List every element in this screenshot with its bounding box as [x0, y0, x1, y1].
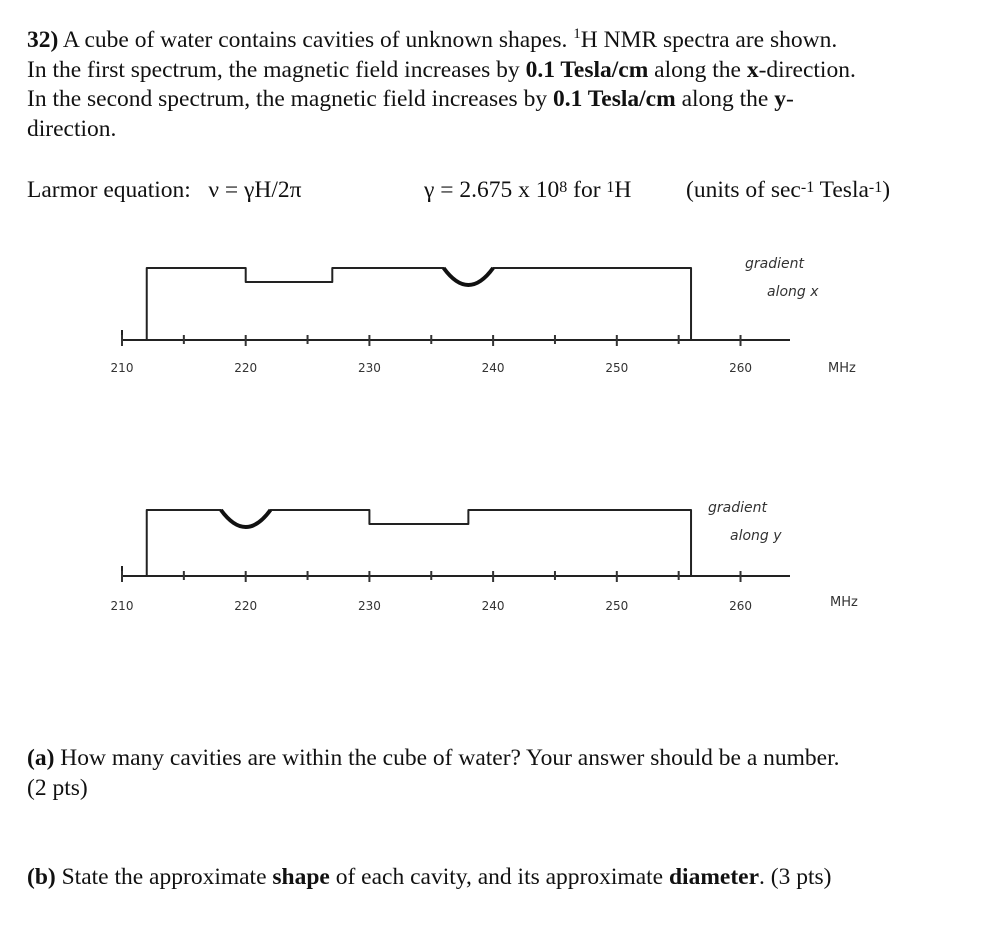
- units-mid: Tesla: [814, 177, 869, 203]
- annotation-line-2: along x: [767, 284, 819, 300]
- tick-label: 220: [234, 361, 258, 375]
- annotation-line-1: gradient: [745, 256, 804, 272]
- question-text-2: H NMR spectra are shown.: [580, 27, 838, 53]
- gamma-h-sup: 1: [606, 179, 615, 196]
- tick-label: 230: [357, 361, 381, 375]
- annotation-line-2: along y: [730, 528, 782, 544]
- part-b-mid: of each cavity, and its approximate: [329, 864, 669, 890]
- gamma-for: for: [567, 177, 607, 203]
- line3-post: -: [785, 86, 794, 112]
- line3-pre: In the second spectrum, the magnetic field increases by: [27, 86, 553, 112]
- part-a-label: (a): [27, 745, 55, 771]
- gamma-pre: γ = 2.675 x 10: [424, 177, 560, 203]
- tick-label: 240: [481, 599, 505, 613]
- spectrum-dip: [444, 268, 493, 285]
- question-sup: 1: [573, 26, 581, 42]
- tick-label: 260: [729, 599, 752, 613]
- line2-pre: In the first spectrum, the magnetic field increases by: [27, 56, 526, 83]
- spectrum-dip: [221, 510, 270, 527]
- question-line-4: [27, 115, 967, 145]
- part-b-post: . (3 pts): [759, 864, 832, 890]
- units-pre: (units of sec: [686, 177, 801, 203]
- gamma-exp: 8: [559, 179, 568, 196]
- line3-mid: along the: [675, 86, 775, 112]
- tick-label: 240: [481, 361, 505, 375]
- gamma-value: [424, 177, 631, 204]
- part-b-bold1: shape: [272, 864, 330, 890]
- larmor-formula: ν = γH/2π: [208, 177, 302, 203]
- spectrum-y-svg: [0, 488, 992, 648]
- question-number: 32): [27, 27, 59, 53]
- part-b: [27, 862, 967, 892]
- part-a-pts: (2 pts): [27, 775, 88, 801]
- part-b-pre: State the approximate: [55, 864, 273, 890]
- spectrum-x-svg: [0, 240, 992, 400]
- line2-post: -direction.: [758, 56, 856, 83]
- question-line-2: [27, 56, 967, 86]
- gamma-h: H: [614, 177, 632, 203]
- spectrum-line: [147, 268, 691, 340]
- units-post: ): [882, 177, 891, 203]
- line2-mid: along the: [648, 56, 747, 83]
- line3-bold2: y: [774, 86, 786, 112]
- spectrum-y: [0, 488, 992, 648]
- question-line-3: [27, 85, 967, 115]
- question-text-1: A cube of water contains cavities of unknown shapes.: [58, 27, 574, 53]
- part-a-line: [27, 743, 967, 773]
- part-b-label: (b): [27, 864, 56, 890]
- tick-label: 210: [110, 599, 134, 613]
- larmor-label: Larmor equation:: [27, 177, 191, 203]
- tick-label: 260: [729, 361, 752, 375]
- tick-label: 210: [110, 361, 134, 375]
- part-a-text: How many cavities are within the cube of water? Your answer should be a number.: [54, 745, 840, 771]
- tick-label: 250: [605, 361, 629, 375]
- tick-label: 230: [357, 599, 381, 613]
- unit-label: MHz: [828, 361, 856, 376]
- unit-label: MHz: [830, 595, 858, 610]
- part-b-bold2: diameter: [668, 864, 760, 890]
- larmor-equation: [27, 177, 302, 204]
- tick-label: 250: [605, 599, 629, 613]
- units-sup1: -1: [800, 179, 815, 196]
- gamma-units: [686, 177, 890, 204]
- line4: direction.: [27, 115, 117, 142]
- units-sup2: -1: [868, 179, 883, 196]
- part-a: [27, 743, 967, 803]
- spectrum-x: [0, 240, 992, 400]
- tick-label: 220: [234, 599, 258, 613]
- line2-bold: 0.1 Tesla/cm: [525, 56, 649, 83]
- question-line-1: [27, 26, 967, 56]
- annotation-line-1: gradient: [708, 500, 767, 516]
- line2-bold2: x: [746, 56, 759, 83]
- question-text: [27, 26, 967, 144]
- line3-bold: 0.1 Tesla/cm: [552, 86, 676, 112]
